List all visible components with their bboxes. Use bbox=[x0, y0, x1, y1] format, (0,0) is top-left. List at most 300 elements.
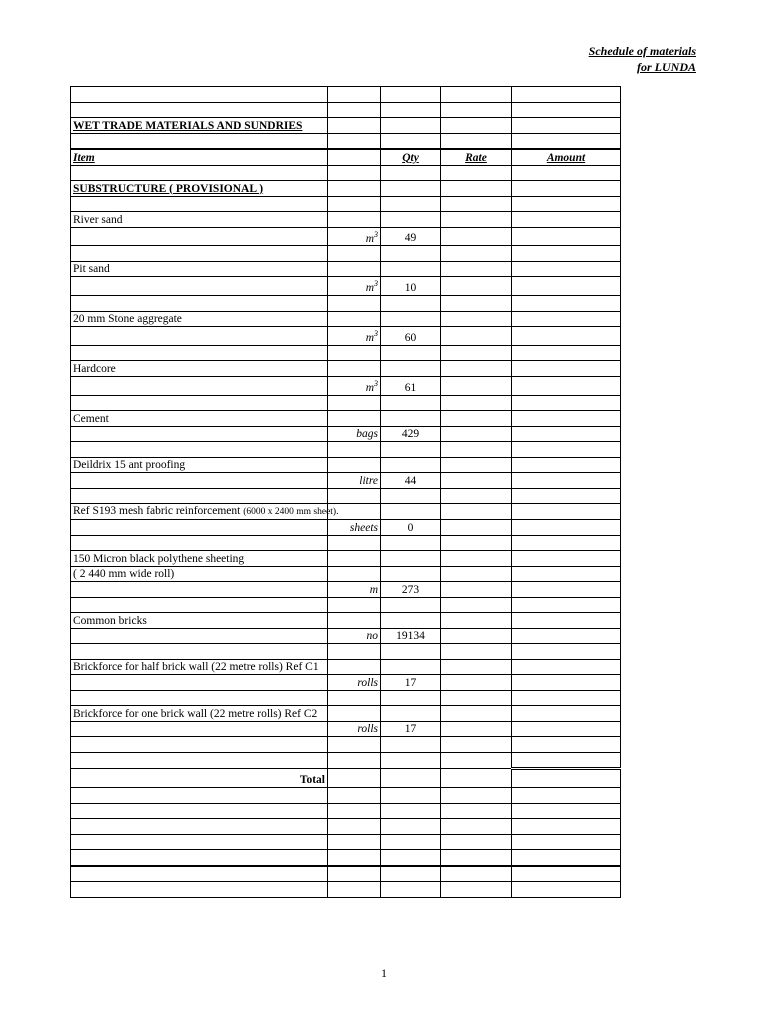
unit-cell bbox=[328, 882, 381, 898]
qty-cell bbox=[381, 819, 441, 835]
unit-cell bbox=[328, 659, 381, 675]
unit-cell bbox=[328, 457, 381, 473]
rate-cell bbox=[441, 866, 512, 882]
amount-cell bbox=[512, 227, 621, 246]
blank-row bbox=[71, 597, 621, 613]
column-header-item: Item bbox=[71, 149, 328, 165]
rate-cell bbox=[441, 395, 512, 411]
item-quantity-row bbox=[71, 327, 621, 346]
unit-label: m bbox=[365, 381, 374, 394]
unit-cell bbox=[328, 803, 381, 819]
item-description-row bbox=[71, 457, 621, 473]
item-description: Brickforce for half brick wall (22 metre rolls) Ref C1 bbox=[73, 661, 319, 674]
unit-cell bbox=[328, 834, 381, 850]
item-cell bbox=[71, 196, 328, 212]
rate-cell bbox=[441, 261, 512, 277]
unit-label: m bbox=[365, 232, 374, 245]
qty-cell bbox=[381, 296, 441, 312]
unit-cell bbox=[328, 361, 381, 377]
unit-cell bbox=[328, 165, 381, 181]
item-quantity-row bbox=[71, 227, 621, 246]
item-description: Hardcore bbox=[73, 362, 116, 375]
item-cell bbox=[71, 788, 328, 804]
item-cell bbox=[71, 277, 328, 296]
item-description-row bbox=[71, 261, 621, 277]
qty-cell bbox=[381, 535, 441, 551]
rate-cell bbox=[441, 788, 512, 804]
unit-cell bbox=[328, 788, 381, 804]
qty-cell bbox=[381, 102, 441, 118]
item-description-row bbox=[71, 212, 621, 228]
unit-superscript: 3 bbox=[374, 229, 378, 239]
unit-cell bbox=[328, 752, 381, 769]
rate-cell bbox=[441, 327, 512, 346]
amount-cell bbox=[512, 261, 621, 277]
amount-cell bbox=[512, 212, 621, 228]
item-cell bbox=[71, 345, 328, 361]
qty-cell bbox=[381, 788, 441, 804]
rate-cell bbox=[441, 819, 512, 835]
unit-superscript: 3 bbox=[374, 279, 378, 289]
unit-cell bbox=[328, 769, 381, 788]
qty-cell bbox=[381, 118, 441, 134]
rate-cell bbox=[441, 535, 512, 551]
unit-cell bbox=[328, 706, 381, 722]
item-description: 20 mm Stone aggregate bbox=[73, 313, 182, 326]
amount-cell bbox=[512, 659, 621, 675]
rate-cell bbox=[441, 442, 512, 458]
blank-row bbox=[71, 102, 621, 118]
blank-row bbox=[71, 882, 621, 898]
rate-cell bbox=[441, 597, 512, 613]
quantity-value: 17 bbox=[381, 721, 441, 737]
item-cell bbox=[71, 721, 328, 737]
amount-cell bbox=[512, 442, 621, 458]
rate-cell bbox=[441, 644, 512, 660]
rate-cell bbox=[441, 246, 512, 262]
rate-cell bbox=[441, 118, 512, 134]
qty-cell bbox=[381, 442, 441, 458]
column-header-row bbox=[71, 149, 621, 165]
qty-cell bbox=[381, 706, 441, 722]
total-row bbox=[71, 769, 621, 788]
subheading: SUBSTRUCTURE ( PROVISIONAL ) bbox=[71, 181, 328, 197]
item-cell bbox=[71, 504, 339, 520]
column-header-rate: Rate bbox=[441, 149, 512, 165]
item-cell bbox=[71, 690, 328, 706]
item-quantity-row bbox=[71, 376, 621, 395]
unit-cell bbox=[328, 582, 381, 598]
amount-cell bbox=[512, 181, 621, 197]
item-description: Deildrix 15 ant proofing bbox=[73, 459, 186, 472]
item-description-row bbox=[71, 613, 621, 629]
qty-cell bbox=[381, 737, 441, 753]
rate-cell bbox=[441, 721, 512, 737]
amount-cell bbox=[512, 345, 621, 361]
item-quantity-row bbox=[71, 473, 621, 489]
amount-cell bbox=[512, 376, 621, 395]
unit-cell bbox=[328, 737, 381, 753]
subheading-row bbox=[71, 181, 621, 197]
amount-cell bbox=[512, 327, 621, 346]
item-cell bbox=[71, 296, 328, 312]
qty-cell bbox=[381, 504, 441, 520]
blank-row bbox=[71, 535, 621, 551]
amount-cell bbox=[512, 520, 621, 536]
amount-cell bbox=[512, 395, 621, 411]
qty-cell bbox=[381, 311, 441, 327]
materials-schedule-table bbox=[70, 86, 621, 898]
quantity-value: 49 bbox=[381, 227, 441, 246]
rate-cell bbox=[441, 102, 512, 118]
rate-cell bbox=[441, 582, 512, 598]
item-description-row bbox=[71, 566, 621, 582]
unit-label: m bbox=[365, 331, 374, 344]
unit-cell bbox=[328, 181, 381, 197]
qty-cell bbox=[381, 803, 441, 819]
qty-cell bbox=[381, 87, 441, 103]
qty-cell bbox=[381, 361, 441, 377]
rate-cell bbox=[441, 345, 512, 361]
amount-cell bbox=[512, 488, 621, 504]
amount-cell bbox=[512, 133, 621, 149]
unit-cell bbox=[328, 149, 381, 165]
rate-cell bbox=[441, 706, 512, 722]
quantity-value: 0 bbox=[381, 520, 441, 536]
rate-cell bbox=[441, 613, 512, 629]
amount-cell bbox=[512, 361, 621, 377]
unit-cell bbox=[328, 690, 381, 706]
unit-label: litre bbox=[359, 474, 378, 487]
amount-cell bbox=[512, 582, 621, 598]
blank-row bbox=[71, 87, 621, 103]
column-header-amount: Amount bbox=[512, 149, 621, 165]
unit-cell bbox=[328, 118, 381, 134]
item-cell bbox=[71, 613, 328, 629]
item-quantity-row bbox=[71, 628, 621, 644]
rate-cell bbox=[441, 165, 512, 181]
unit-cell bbox=[328, 473, 381, 489]
qty-cell bbox=[381, 196, 441, 212]
amount-cell bbox=[512, 196, 621, 212]
item-description-note: (6000 x 2400 mm sheet). bbox=[243, 507, 339, 518]
item-description: Pit sand bbox=[73, 263, 110, 276]
item-cell bbox=[71, 165, 328, 181]
amount-cell bbox=[512, 566, 621, 582]
rate-cell bbox=[441, 473, 512, 489]
amount-cell bbox=[512, 834, 621, 850]
rate-cell bbox=[441, 690, 512, 706]
item-description: Cement bbox=[73, 412, 109, 425]
unit-cell bbox=[328, 644, 381, 660]
quantity-value: 61 bbox=[381, 376, 441, 395]
blank-row bbox=[71, 690, 621, 706]
item-cell bbox=[71, 566, 328, 582]
qty-cell bbox=[381, 551, 441, 567]
item-cell bbox=[71, 376, 328, 395]
item-quantity-row bbox=[71, 426, 621, 442]
quantity-value: 19134 bbox=[381, 628, 441, 644]
quantity-value: 429 bbox=[381, 426, 441, 442]
item-cell bbox=[71, 102, 328, 118]
item-cell bbox=[71, 426, 328, 442]
item-cell bbox=[71, 411, 328, 427]
item-cell bbox=[71, 582, 328, 598]
item-cell bbox=[71, 752, 328, 769]
amount-cell bbox=[512, 675, 621, 691]
qty-cell bbox=[381, 834, 441, 850]
amount-cell bbox=[512, 457, 621, 473]
unit-label: rolls bbox=[357, 723, 378, 736]
item-cell bbox=[71, 706, 328, 722]
amount-cell bbox=[512, 426, 621, 442]
item-description-row bbox=[71, 551, 621, 567]
rate-cell bbox=[441, 803, 512, 819]
rate-cell bbox=[441, 311, 512, 327]
item-cell bbox=[71, 473, 328, 489]
amount-cell bbox=[512, 882, 621, 898]
rate-cell bbox=[441, 628, 512, 644]
amount-cell bbox=[512, 102, 621, 118]
item-cell bbox=[71, 361, 328, 377]
unit-cell bbox=[328, 819, 381, 835]
unit-cell bbox=[328, 376, 381, 395]
qty-cell bbox=[381, 613, 441, 629]
blank-row bbox=[71, 246, 621, 262]
unit-cell bbox=[328, 87, 381, 103]
amount-cell bbox=[512, 535, 621, 551]
unit-cell bbox=[328, 296, 381, 312]
unit-label: m bbox=[365, 282, 374, 295]
blank-row bbox=[71, 803, 621, 819]
unit-cell bbox=[328, 246, 381, 262]
qty-cell bbox=[381, 566, 441, 582]
unit-cell bbox=[328, 597, 381, 613]
amount-cell bbox=[512, 597, 621, 613]
rate-cell bbox=[441, 133, 512, 149]
amount-cell bbox=[512, 819, 621, 835]
blank-row bbox=[71, 819, 621, 835]
amount-cell bbox=[512, 690, 621, 706]
blank-row bbox=[71, 850, 621, 866]
unit-cell bbox=[328, 261, 381, 277]
rate-cell bbox=[441, 551, 512, 567]
item-cell bbox=[71, 457, 328, 473]
blank-row bbox=[71, 866, 621, 882]
amount-cell bbox=[512, 628, 621, 644]
amount-cell bbox=[512, 165, 621, 181]
item-cell bbox=[71, 442, 328, 458]
unit-label: no bbox=[366, 630, 378, 643]
item-cell bbox=[71, 644, 328, 660]
document-header-project: for LUNDA bbox=[637, 60, 696, 74]
rate-cell bbox=[441, 296, 512, 312]
rate-cell bbox=[441, 361, 512, 377]
rate-cell bbox=[441, 457, 512, 473]
unit-cell bbox=[328, 535, 381, 551]
unit-cell bbox=[328, 675, 381, 691]
unit-cell bbox=[328, 345, 381, 361]
unit-cell bbox=[328, 866, 381, 882]
item-cell bbox=[71, 395, 328, 411]
item-cell bbox=[71, 327, 328, 346]
item-cell bbox=[71, 866, 328, 882]
unit-cell bbox=[328, 196, 381, 212]
qty-cell bbox=[381, 659, 441, 675]
rate-cell bbox=[441, 426, 512, 442]
section-title: WET TRADE MATERIALS AND SUNDRIES bbox=[71, 118, 328, 134]
unit-cell bbox=[328, 488, 381, 504]
amount-cell bbox=[512, 277, 621, 296]
rate-cell bbox=[441, 504, 512, 520]
amount-cell bbox=[512, 613, 621, 629]
unit-label: m bbox=[369, 583, 378, 596]
unit-cell bbox=[328, 311, 381, 327]
item-cell bbox=[71, 850, 328, 866]
rate-cell bbox=[441, 411, 512, 427]
rate-cell bbox=[441, 566, 512, 582]
amount-cell bbox=[512, 803, 621, 819]
rate-cell bbox=[441, 520, 512, 536]
item-cell bbox=[71, 520, 328, 536]
qty-cell bbox=[381, 212, 441, 228]
unit-cell bbox=[328, 102, 381, 118]
amount-cell bbox=[512, 551, 621, 567]
document-header-title: Schedule of materials bbox=[588, 44, 696, 58]
unit-cell bbox=[328, 395, 381, 411]
amount-cell bbox=[512, 788, 621, 804]
qty-cell bbox=[381, 644, 441, 660]
blank-row bbox=[71, 296, 621, 312]
blank-row bbox=[71, 644, 621, 660]
unit-cell bbox=[328, 551, 381, 567]
blank-row bbox=[71, 834, 621, 850]
blank-row bbox=[71, 133, 621, 149]
rate-cell bbox=[441, 850, 512, 866]
item-cell bbox=[71, 882, 328, 898]
rate-cell bbox=[441, 752, 512, 769]
item-description: River sand bbox=[73, 213, 123, 226]
rate-cell bbox=[441, 376, 512, 395]
item-cell bbox=[71, 133, 328, 149]
qty-cell bbox=[381, 411, 441, 427]
blank-row bbox=[71, 442, 621, 458]
item-description: Brickforce for one brick wall (22 metre rolls) Ref C2 bbox=[73, 707, 318, 720]
amount-cell bbox=[512, 706, 621, 722]
amount-cell bbox=[512, 737, 621, 753]
unit-cell bbox=[328, 520, 381, 536]
rate-cell bbox=[441, 882, 512, 898]
item-quantity-row bbox=[71, 520, 621, 536]
qty-cell bbox=[381, 165, 441, 181]
amount-cell bbox=[512, 769, 621, 788]
item-cell bbox=[71, 212, 328, 228]
rate-cell bbox=[441, 737, 512, 753]
unit-cell bbox=[328, 426, 381, 442]
item-quantity-row bbox=[71, 582, 621, 598]
quantity-value: 60 bbox=[381, 327, 441, 346]
rate-cell bbox=[441, 277, 512, 296]
item-description-row bbox=[71, 706, 621, 722]
amount-cell bbox=[512, 87, 621, 103]
item-description: Common bricks bbox=[73, 614, 147, 627]
rate-cell bbox=[441, 212, 512, 228]
rate-cell bbox=[441, 659, 512, 675]
amount-cell bbox=[512, 866, 621, 882]
item-cell bbox=[71, 488, 328, 504]
item-cell bbox=[71, 659, 328, 675]
blank-row bbox=[71, 345, 621, 361]
item-description-row bbox=[71, 659, 621, 675]
rate-cell bbox=[441, 87, 512, 103]
amount-cell bbox=[512, 473, 621, 489]
unit-cell bbox=[328, 212, 381, 228]
item-cell bbox=[71, 803, 328, 819]
blank-row bbox=[71, 488, 621, 504]
qty-cell bbox=[381, 181, 441, 197]
item-cell bbox=[71, 737, 328, 753]
quantity-value: 10 bbox=[381, 277, 441, 296]
item-description: 150 Micron black polythene sheeting bbox=[73, 552, 245, 565]
qty-cell bbox=[381, 597, 441, 613]
quantity-value: 17 bbox=[381, 675, 441, 691]
amount-cell bbox=[512, 411, 621, 427]
item-cell bbox=[71, 311, 328, 327]
quantity-value: 273 bbox=[381, 582, 441, 598]
item-description-row bbox=[71, 311, 621, 327]
item-cell bbox=[71, 628, 328, 644]
amount-cell bbox=[512, 311, 621, 327]
item-cell bbox=[71, 261, 328, 277]
section-title-row bbox=[71, 118, 621, 134]
qty-cell bbox=[381, 882, 441, 898]
unit-cell bbox=[328, 411, 381, 427]
qty-cell bbox=[381, 690, 441, 706]
blank-row bbox=[71, 196, 621, 212]
unit-cell bbox=[328, 442, 381, 458]
item-cell bbox=[71, 675, 328, 691]
blank-row bbox=[71, 788, 621, 804]
item-cell bbox=[71, 597, 328, 613]
rate-cell bbox=[441, 196, 512, 212]
rate-cell bbox=[441, 769, 512, 788]
unit-cell bbox=[328, 133, 381, 149]
amount-cell bbox=[512, 296, 621, 312]
item-quantity-row bbox=[71, 675, 621, 691]
amount-cell bbox=[512, 721, 621, 737]
item-cell bbox=[71, 834, 328, 850]
qty-cell bbox=[381, 769, 441, 788]
column-header-qty: Qty bbox=[381, 149, 441, 165]
item-description-row bbox=[71, 361, 621, 377]
item-description: Ref S193 mesh fabric reinforcement bbox=[73, 505, 241, 518]
rate-cell bbox=[441, 181, 512, 197]
rate-cell bbox=[441, 227, 512, 246]
unit-cell bbox=[328, 566, 381, 582]
unit-superscript: 3 bbox=[374, 329, 378, 339]
amount-cell bbox=[512, 504, 621, 520]
qty-cell bbox=[381, 246, 441, 262]
qty-cell bbox=[381, 457, 441, 473]
blank-row bbox=[71, 752, 621, 769]
qty-cell bbox=[381, 133, 441, 149]
qty-cell bbox=[381, 752, 441, 769]
qty-cell bbox=[381, 345, 441, 361]
qty-cell bbox=[381, 395, 441, 411]
amount-cell bbox=[512, 644, 621, 660]
item-cell bbox=[71, 551, 328, 567]
blank-row bbox=[71, 737, 621, 753]
